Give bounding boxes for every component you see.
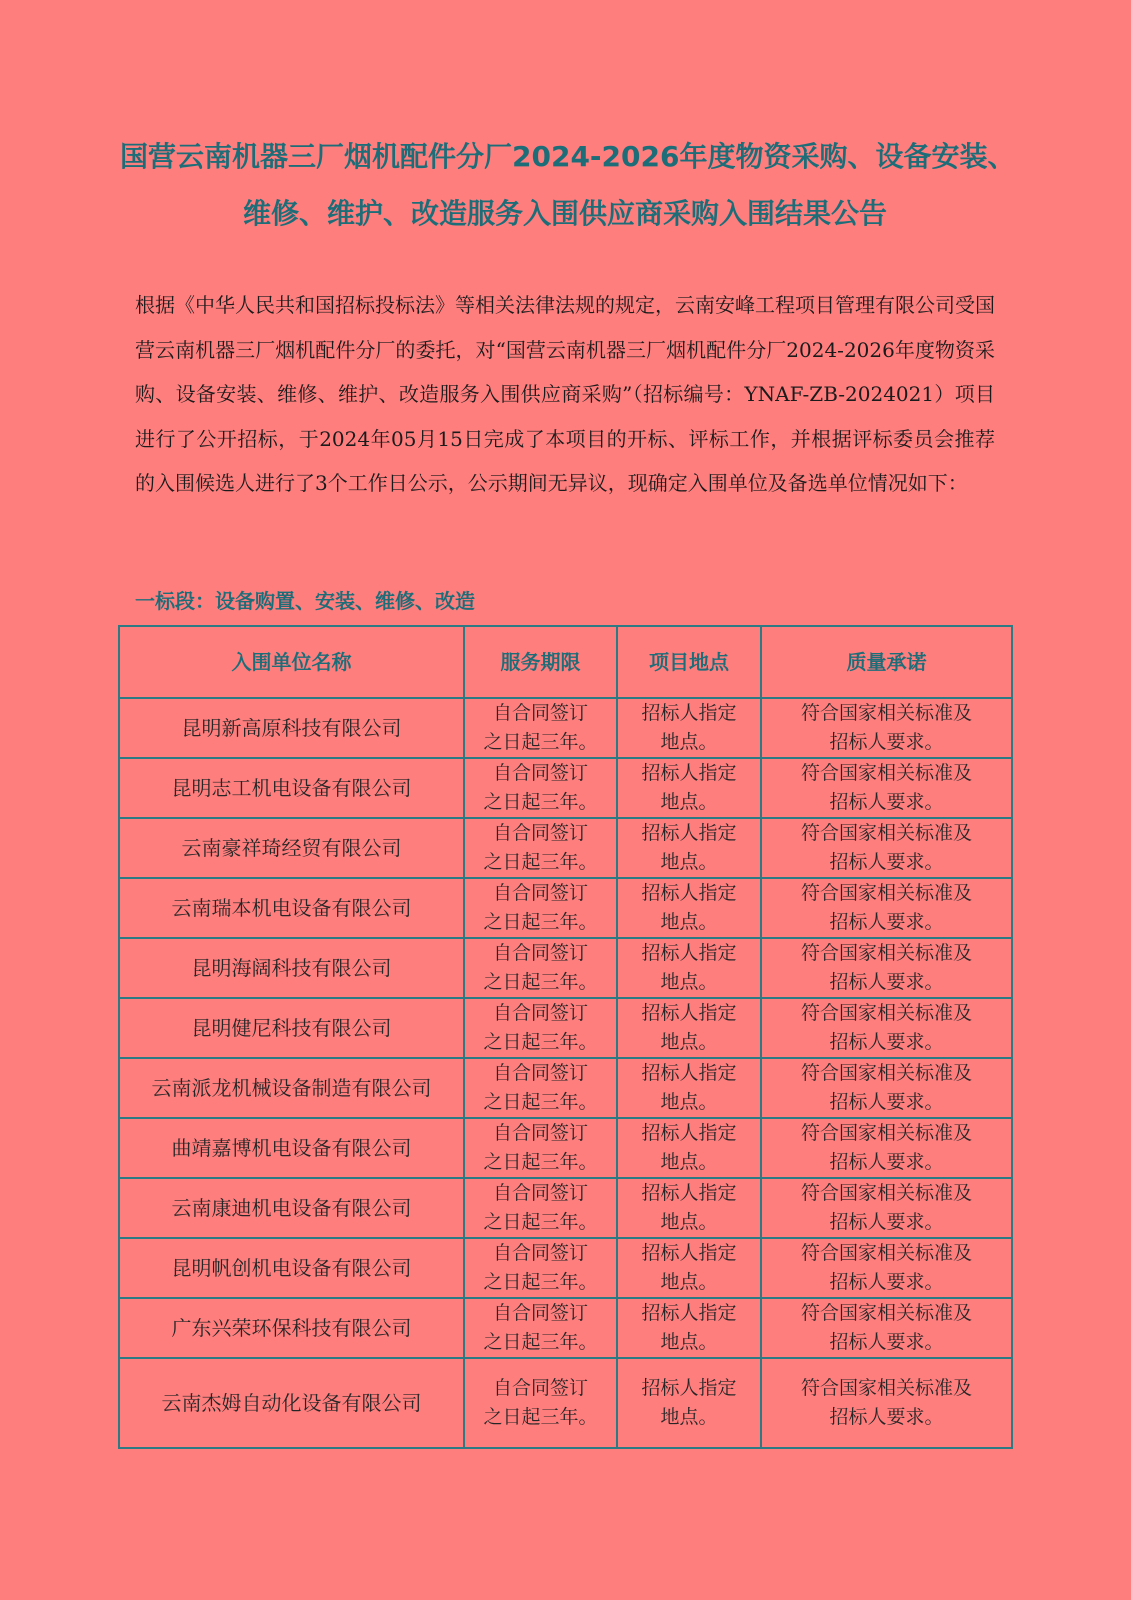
header-quality: 质量承诺 <box>761 626 1012 698</box>
intro-paragraph: 根据《中华人民共和国招标投标法》等相关法律法规的规定，云南安峰工程项目管理有限公司受国营云南机器三厂烟机配件分厂的委托，对“国营云南机器三厂烟机配件分厂2024-2026年度物资采购、设备安装、维修、维护、改造服务入围供应商采购”（招标编号：YNAF-ZB-2024021）项目进行了公开招标，于2024年05月15日完成了本项目的开标、评标工作，并根据评标委员会推荐的入围候选人进行了3个工作日公示，公示期间无异议，现确定入围单位及备选单位情况如下： <box>135 293 995 495</box>
cell-company-name: 曲靖嘉博机电设备有限公司 <box>119 1118 464 1178</box>
cell-service-period: 自合同签订 之日起三年。 <box>464 698 617 758</box>
section-title: 一标段：设备购置、安装、维修、改造 <box>135 589 475 613</box>
cell-company-name: 昆明志工机电设备有限公司 <box>119 758 464 818</box>
cell-service-period: 自合同签订 之日起三年。 <box>464 1058 617 1118</box>
document-title <box>120 128 1016 242</box>
table-row <box>119 938 1012 998</box>
header-period: 服务期限 <box>464 626 617 698</box>
cell-quality-commitment: 符合国家相关标准及 招标人要求。 <box>761 878 1012 938</box>
cell-company-name: 云南豪祥琦经贸有限公司 <box>119 818 464 878</box>
cell-service-period: 自合同签订 之日起三年。 <box>464 938 617 998</box>
cell-quality-commitment: 符合国家相关标准及 招标人要求。 <box>761 998 1012 1058</box>
cell-quality-commitment: 符合国家相关标准及 招标人要求。 <box>761 698 1012 758</box>
cell-company-name: 云南瑞本机电设备有限公司 <box>119 878 464 938</box>
table-row <box>119 1298 1012 1358</box>
cell-quality-commitment: 符合国家相关标准及 招标人要求。 <box>761 1118 1012 1178</box>
results-table <box>118 625 1013 1449</box>
cell-quality-commitment: 符合国家相关标准及 招标人要求。 <box>761 818 1012 878</box>
table-row <box>119 1118 1012 1178</box>
cell-company-name: 昆明新高原科技有限公司 <box>119 698 464 758</box>
table-row <box>119 1358 1012 1448</box>
cell-project-location: 招标人指定 地点。 <box>617 818 761 878</box>
cell-service-period: 自合同签订 之日起三年。 <box>464 1238 617 1298</box>
cell-quality-commitment: 符合国家相关标准及 招标人要求。 <box>761 758 1012 818</box>
table-row <box>119 998 1012 1058</box>
cell-service-period: 自合同签订 之日起三年。 <box>464 1298 617 1358</box>
cell-quality-commitment: 符合国家相关标准及 招标人要求。 <box>761 1058 1012 1118</box>
cell-quality-commitment: 符合国家相关标准及 招标人要求。 <box>761 1358 1012 1448</box>
cell-service-period: 自合同签订 之日起三年。 <box>464 878 617 938</box>
table-row <box>119 1178 1012 1238</box>
cell-project-location: 招标人指定 地点。 <box>617 1298 761 1358</box>
cell-company-name: 昆明海阔科技有限公司 <box>119 938 464 998</box>
cell-company-name: 广东兴荣环保科技有限公司 <box>119 1298 464 1358</box>
cell-project-location: 招标人指定 地点。 <box>617 1058 761 1118</box>
cell-company-name: 云南派龙机械设备制造有限公司 <box>119 1058 464 1118</box>
table-row <box>119 818 1012 878</box>
cell-service-period: 自合同签订 之日起三年。 <box>464 1118 617 1178</box>
cell-quality-commitment: 符合国家相关标准及 招标人要求。 <box>761 1178 1012 1238</box>
cell-service-period: 自合同签订 之日起三年。 <box>464 998 617 1058</box>
cell-quality-commitment: 符合国家相关标准及 招标人要求。 <box>761 1238 1012 1298</box>
cell-service-period: 自合同签订 之日起三年。 <box>464 758 617 818</box>
table-header-row <box>119 626 1012 698</box>
cell-quality-commitment: 符合国家相关标准及 招标人要求。 <box>761 938 1012 998</box>
cell-quality-commitment: 符合国家相关标准及 招标人要求。 <box>761 1298 1012 1358</box>
cell-project-location: 招标人指定 地点。 <box>617 878 761 938</box>
cell-service-period: 自合同签订 之日起三年。 <box>464 1178 617 1238</box>
cell-project-location: 招标人指定 地点。 <box>617 1238 761 1298</box>
cell-project-location: 招标人指定 地点。 <box>617 698 761 758</box>
cell-company-name: 云南康迪机电设备有限公司 <box>119 1178 464 1238</box>
cell-project-location: 招标人指定 地点。 <box>617 1118 761 1178</box>
cell-service-period: 自合同签订 之日起三年。 <box>464 818 617 878</box>
table-body <box>119 698 1012 1448</box>
cell-project-location: 招标人指定 地点。 <box>617 1178 761 1238</box>
cell-project-location: 招标人指定 地点。 <box>617 1358 761 1448</box>
table-row <box>119 698 1012 758</box>
cell-project-location: 招标人指定 地点。 <box>617 938 761 998</box>
header-name: 入围单位名称 <box>119 626 464 698</box>
table-row <box>119 878 1012 938</box>
cell-project-location: 招标人指定 地点。 <box>617 998 761 1058</box>
cell-company-name: 昆明帆创机电设备有限公司 <box>119 1238 464 1298</box>
header-location: 项目地点 <box>617 626 761 698</box>
table-row <box>119 1238 1012 1298</box>
title-line-2: 维修、维护、改造服务入围供应商采购入围结果公告 <box>242 197 887 230</box>
cell-company-name: 云南杰姆自动化设备有限公司 <box>119 1358 464 1448</box>
table-row <box>119 1058 1012 1118</box>
cell-service-period: 自合同签订 之日起三年。 <box>464 1358 617 1448</box>
title-line-1: 国营云南机器三厂烟机配件分厂2024-2026年度物资采购、设备安装、 <box>120 140 1016 173</box>
table-row <box>119 758 1012 818</box>
cell-project-location: 招标人指定 地点。 <box>617 758 761 818</box>
cell-company-name: 昆明健尼科技有限公司 <box>119 998 464 1058</box>
